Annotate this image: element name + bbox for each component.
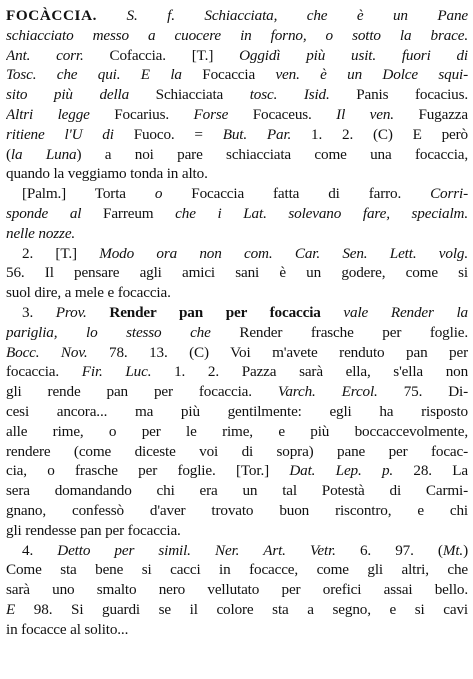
text-segment: But. Par.: [222, 125, 292, 143]
text-segment: schiacciato messo a cuocere in forno, o sotto la brace.: [6, 26, 468, 44]
text-segment: Bocc. Nov.: [6, 343, 88, 361]
text-segment: Focaceus.: [228, 105, 337, 123]
entry-line: [6, 105, 468, 125]
text-segment: gli rendesse pan per focaccia.: [6, 521, 181, 539]
text-segment: Detto per simil. Ner. Art. Vetr.: [57, 541, 336, 559]
text-segment: 3.: [22, 303, 56, 321]
entry-line: [6, 541, 468, 561]
text-segment: ritiene l'U di: [6, 125, 114, 143]
entry-line: [6, 6, 468, 26]
entry-line: [6, 422, 468, 442]
text-segment: Cofaccia. [T.]: [83, 46, 240, 64]
entry-line: [6, 184, 468, 204]
text-segment: rendere (come diceste voi di sopra) pane per focac-: [6, 442, 468, 460]
text-segment: 75. Di-: [377, 383, 468, 401]
entry-line: [6, 65, 468, 85]
text-segment: 1. 2. (C) E però: [291, 125, 468, 143]
text-segment: Altri legge: [6, 105, 90, 123]
text-segment: o: [154, 185, 163, 203]
text-segment: ) a noi pare schiacciata come una focaccia,: [76, 145, 468, 163]
text-segment: focaccia.: [6, 363, 82, 381]
text-segment: che i Lat. solevano fare, specialm.: [175, 204, 468, 222]
text-segment: in focacce al solito...: [6, 620, 129, 638]
text-segment: [Palm.] Torta: [22, 185, 155, 203]
text-segment: ): [463, 541, 468, 559]
entry-line: [6, 263, 468, 283]
text-segment: nelle nozze.: [6, 224, 76, 242]
entry-line: [6, 521, 468, 541]
entry-line: [6, 26, 468, 46]
entry-line: [6, 382, 468, 402]
text-segment: gnano, confessò d'aver trovato buon riscontro, e chi: [6, 501, 468, 519]
entry-line: [6, 481, 468, 501]
entry-line: [6, 461, 468, 481]
entry-line: [6, 323, 468, 343]
text-segment: Mt.: [442, 541, 464, 559]
text-segment: vale Render la: [320, 303, 468, 321]
text-segment: sponde al: [6, 204, 82, 222]
text-segment: suol dire, a mele e focaccia.: [6, 284, 171, 302]
text-segment: Focaccia fatta di farro.: [162, 185, 431, 203]
text-segment: alle rime, o per le rime, e più boccaccevolmente,: [6, 422, 468, 440]
text-segment: 4.: [22, 541, 58, 559]
text-segment: tosc. Isid.: [249, 86, 330, 104]
entry-line: [6, 600, 468, 620]
entry-line: [6, 442, 468, 462]
entry-line: [6, 204, 468, 224]
entry-line: [6, 402, 468, 422]
text-segment: 1. 2. Pazza sarà ella, s'ella non: [151, 363, 468, 381]
entry-line: [6, 580, 468, 600]
entry-line: [6, 303, 468, 323]
text-segment: gli rende pan per focaccia.: [6, 383, 278, 401]
entry-line: [6, 560, 468, 580]
text-segment: E: [6, 600, 16, 618]
headword: FOCÀCCIA.: [6, 7, 98, 24]
text-segment: S. f. Schiacciata, che è un Pane: [97, 7, 468, 24]
dictionary-entry-focaccia: [6, 6, 468, 640]
text-segment: sarà uno smalto nero vellutato per orefici assai bello.: [6, 581, 468, 599]
text-segment: Schiacciata: [129, 86, 250, 104]
text-segment: 28. La: [393, 462, 468, 480]
text-segment: Forse: [193, 105, 229, 123]
text-segment: Focaccia: [181, 66, 276, 84]
text-segment: Render pan per focaccia: [86, 303, 321, 321]
text-segment: Focarius.: [89, 105, 194, 123]
text-segment: quando la veggiamo tonda in alto.: [6, 165, 208, 183]
text-segment: 6. 97. (: [335, 541, 443, 559]
text-segment: Tosc. che qui. E la: [6, 66, 182, 84]
text-segment: Varch. Ercol.: [277, 383, 378, 401]
text-segment: Corri-: [430, 185, 468, 203]
text-segment: Fir. Luc.: [81, 363, 152, 381]
text-segment: Dat. Lep. p.: [289, 462, 394, 480]
text-segment: Ant. corr.: [6, 46, 84, 64]
entry-line: [6, 85, 468, 105]
text-segment: Il ven.: [336, 105, 394, 123]
text-segment: 56. Il pensare agli amici sani è un godere, come si: [6, 264, 468, 282]
text-segment: 2. [T.]: [22, 244, 100, 262]
text-segment: Render frasche per foglie.: [210, 323, 468, 341]
text-segment: (: [6, 145, 11, 163]
text-segment: pariglia, lo stesso che: [6, 323, 211, 341]
text-segment: Oggidì più usit. fuori di: [239, 46, 468, 64]
text-segment: Fuoco. =: [113, 125, 223, 143]
entry-line: [6, 164, 468, 184]
text-segment: Modo ora non com. Car. Sen. Lett. volg.: [99, 244, 468, 262]
entry-line: [6, 343, 468, 363]
text-segment: Panis focacius.: [329, 86, 468, 104]
entry-line: [6, 145, 468, 165]
entry-line: [6, 244, 468, 264]
text-segment: sito più della: [6, 86, 130, 104]
text-segment: 78. 13. (C) Voi m'avete renduto pan per: [87, 343, 468, 361]
text-segment: Fugazza: [393, 105, 468, 123]
text-segment: 98. Si guardi se il colore sta a segno, e si cavi: [15, 600, 468, 618]
text-segment: Farreum: [81, 204, 176, 222]
entry-line: [6, 46, 468, 66]
entry-line: [6, 362, 468, 382]
text-segment: la Luna: [10, 145, 77, 163]
text-segment: Come sta bene si cacci in focacce, come gli altri, che: [6, 561, 468, 579]
text-segment: sera domandando chi era un tal Potestà di Carmi-: [6, 482, 468, 500]
text-segment: Prov.: [55, 303, 87, 321]
text-segment: ven. è un Dolce squi-: [275, 66, 468, 84]
entry-line: [6, 125, 468, 145]
entry-line: [6, 501, 468, 521]
entry-line: [6, 283, 468, 303]
entry-line: [6, 224, 468, 244]
text-segment: cesi ancora... ma più gentilmente: egli ha risposto: [6, 402, 468, 420]
entry-line: [6, 620, 468, 640]
text-segment: cia, o frasche per foglie. [Tor.]: [6, 462, 290, 480]
